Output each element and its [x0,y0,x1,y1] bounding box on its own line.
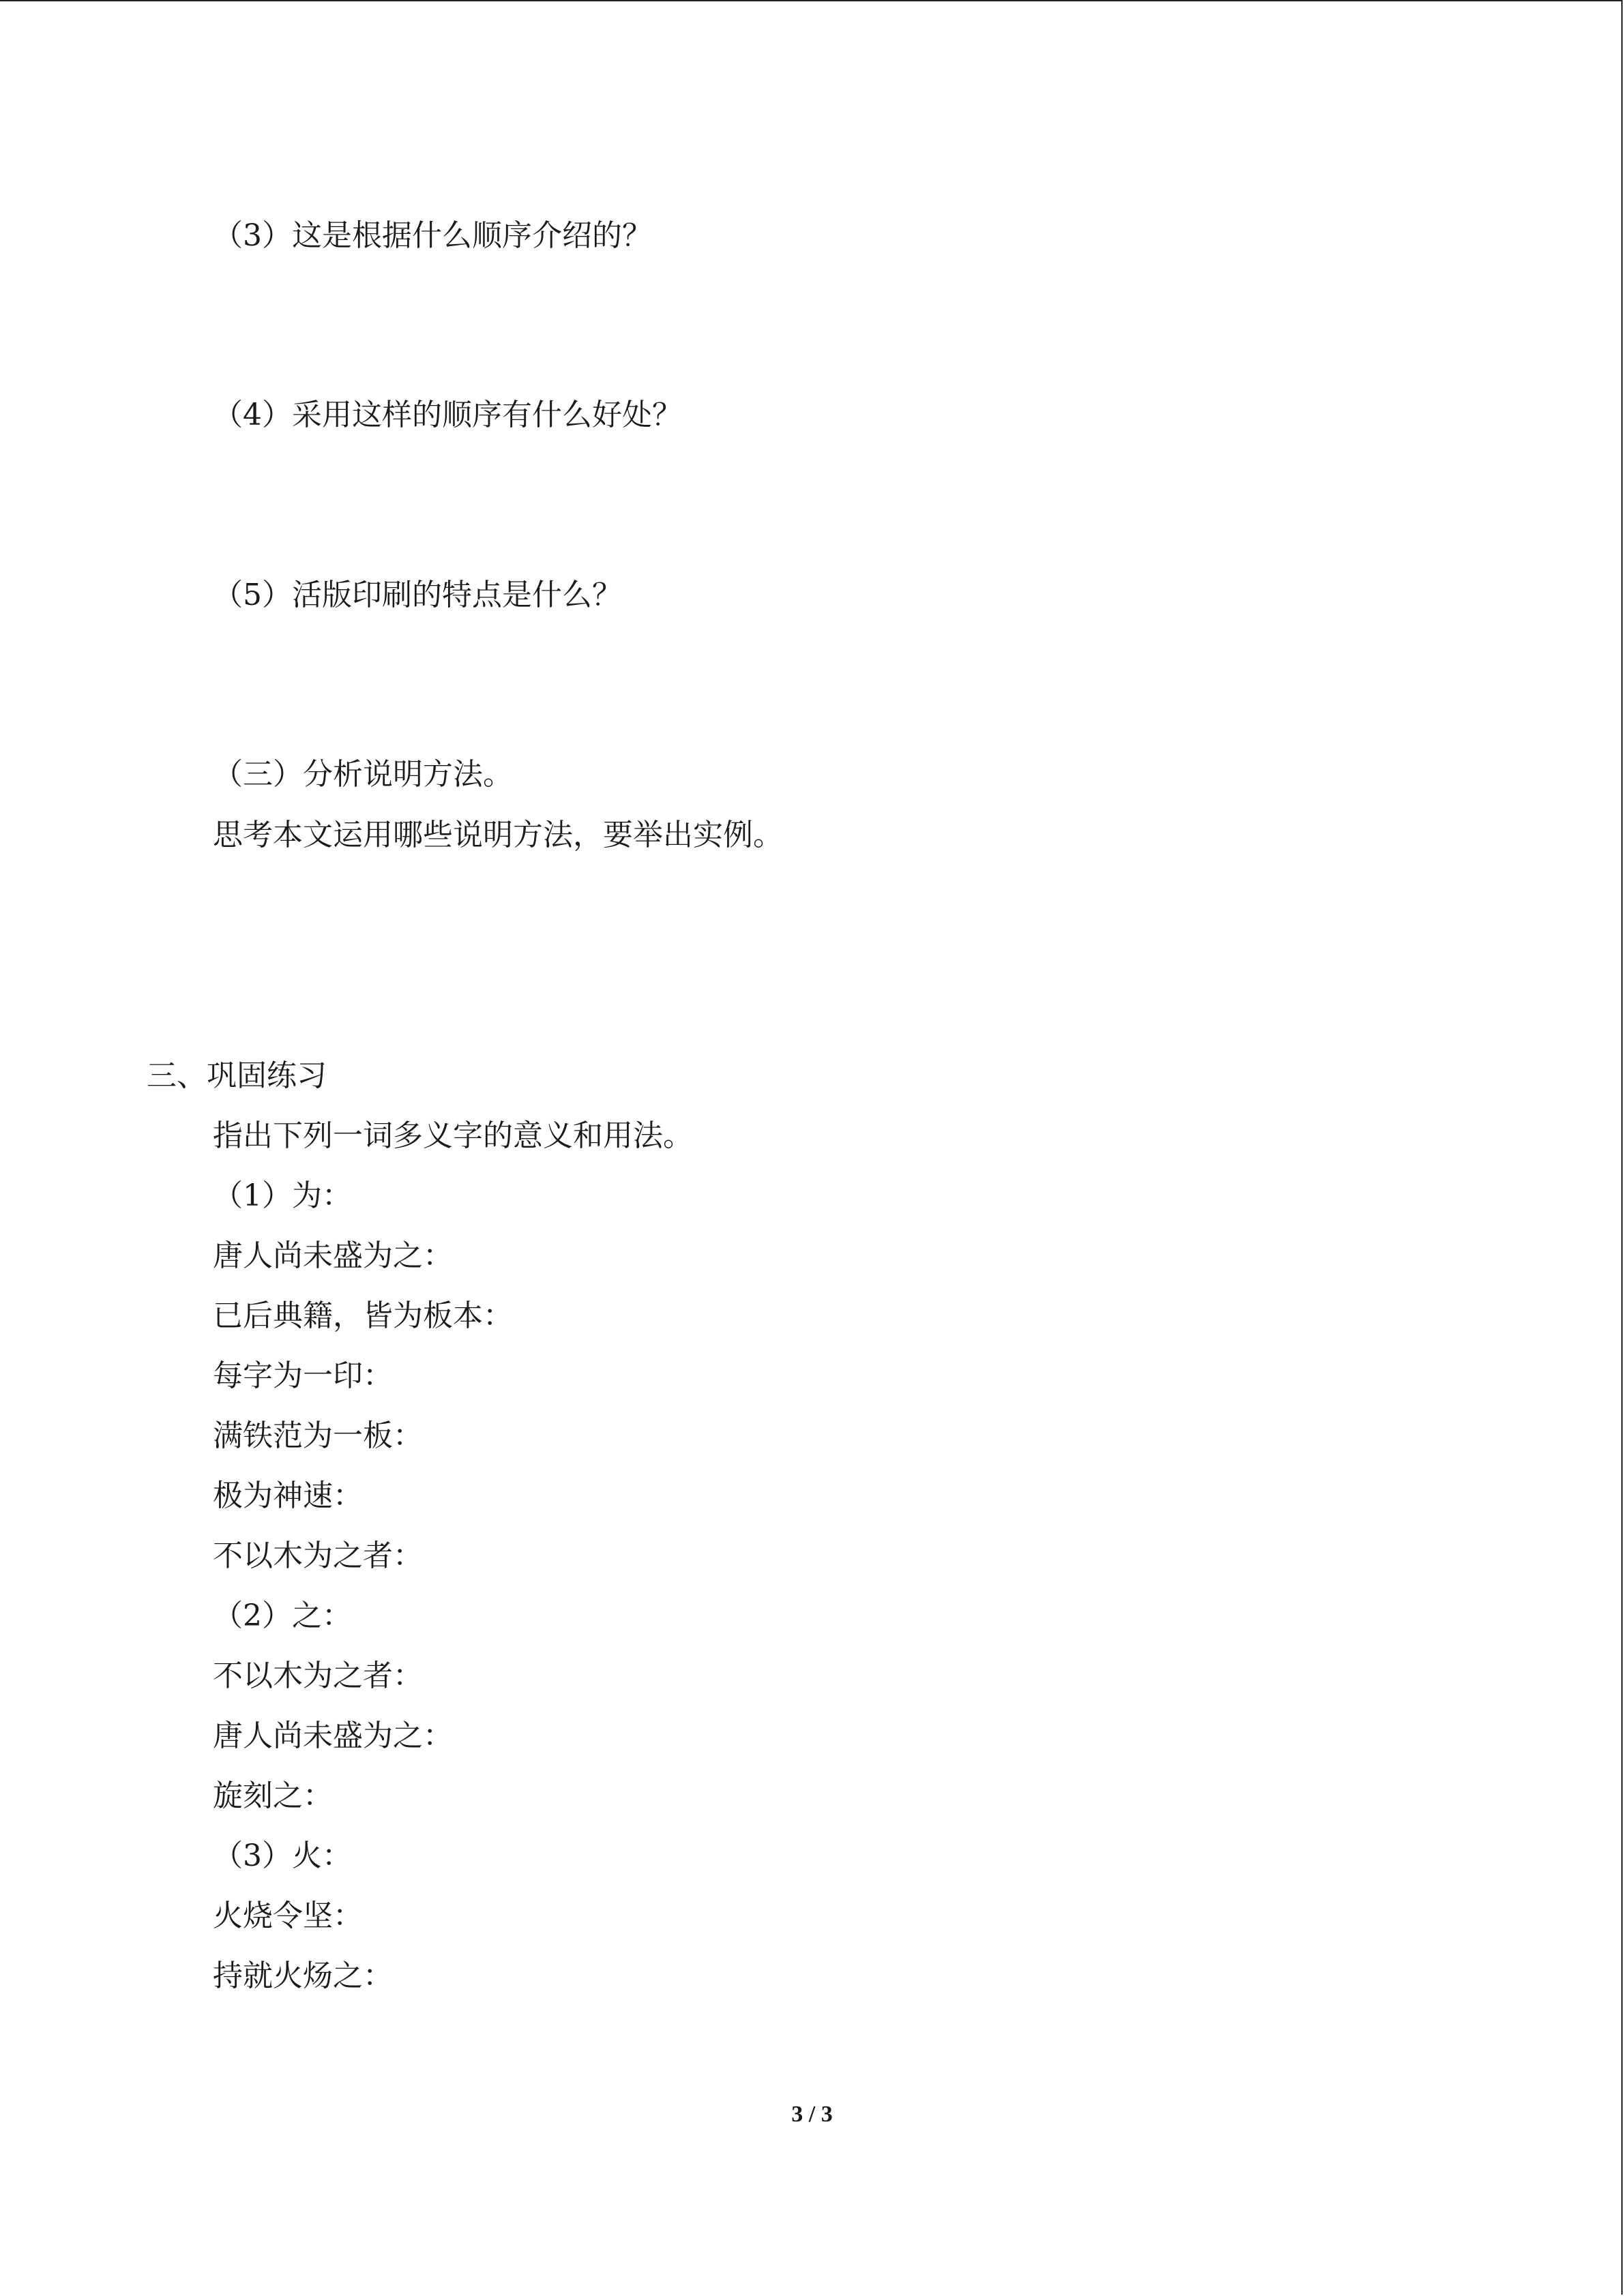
question-4: （4）采用这样的顺序有什么好处？ [213,398,682,432]
section3-instruction: 指出下列一词多义字的意义和用法。 [213,1118,693,1153]
list-item: 唐人尚未盛为之： [213,1238,453,1273]
list-item: 不以木为之者： [213,1538,423,1573]
section3-heading: 三、巩固练习 [147,1058,327,1093]
list-item: 已后典籍，皆为板本： [213,1298,513,1333]
question-5: （5）活版印刷的特点是什么？ [213,578,622,612]
page-number: 3 / 3 [791,2102,833,2127]
list-item: 旋刻之： [213,1778,333,1813]
list-item: 火烧令坚： [213,1898,363,1933]
list-item: 持就火炀之： [213,1958,393,1993]
list-item: 不以木为之者： [213,1658,423,1693]
list-item: 极为神速： [213,1478,363,1513]
list-item: 每字为一印： [213,1358,393,1393]
group3-label: （3）火： [213,1838,352,1873]
part3-heading: （三）分析说明方法。 [213,757,513,792]
list-item: 唐人尚未盛为之： [213,1718,453,1753]
part3-prompt: 思考本文运用哪些说明方法，要举出实例。 [213,818,783,852]
group2-label: （2）之： [213,1598,352,1633]
group1-label: （1）为： [213,1178,352,1213]
question-3: （3）这是根据什么顺序介绍的？ [213,218,652,253]
list-item: 满铁范为一板： [213,1418,423,1453]
